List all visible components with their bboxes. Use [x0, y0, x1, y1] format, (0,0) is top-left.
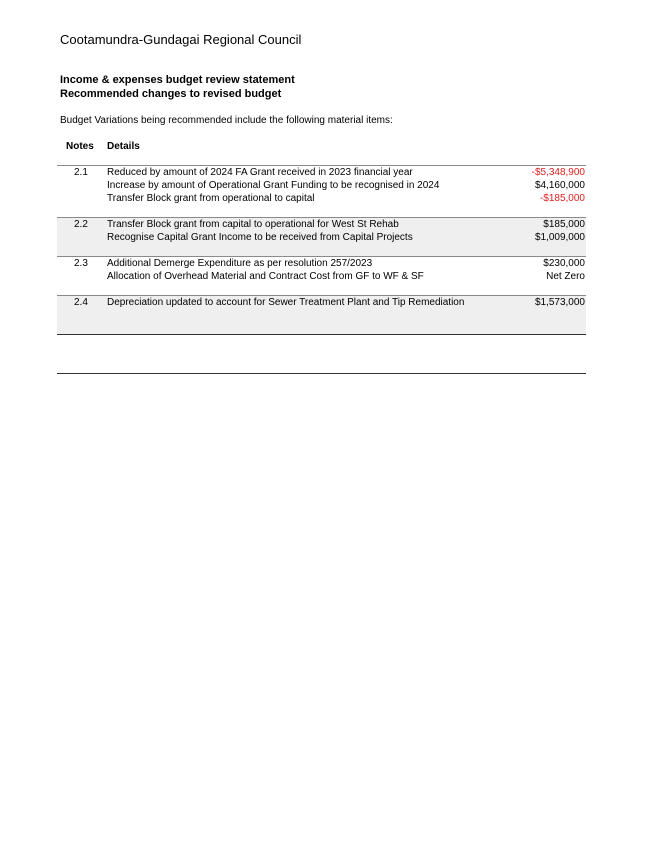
note-number: 2.1 — [74, 167, 88, 178]
detail-text: Increase by amount of Operational Grant Funding to be recognised in 2024 — [107, 180, 440, 191]
detail-text: Depreciation updated to account for Sewer Treatment Plant and Tip Remediation — [107, 297, 465, 308]
table-row — [57, 192, 586, 205]
report-title — [60, 73, 295, 101]
variation-group-2-2 — [57, 217, 586, 256]
amount-value: $230,000 — [543, 258, 585, 269]
table-row — [57, 179, 586, 192]
page-divider — [57, 373, 586, 374]
column-header-notes: Notes — [66, 141, 94, 152]
note-number: 2.4 — [74, 297, 88, 308]
table-row — [57, 231, 586, 244]
table-row — [57, 166, 586, 179]
amount-value: Net Zero — [546, 271, 585, 282]
variation-group-2-1 — [57, 165, 586, 217]
variation-group-2-4 — [57, 295, 586, 334]
table-row — [57, 257, 586, 270]
table-row — [57, 270, 586, 283]
note-number: 2.2 — [74, 219, 88, 230]
detail-text: Transfer Block grant from capital to operational for West St Rehab — [107, 219, 399, 230]
amount-value: -$185,000 — [539, 193, 585, 204]
organisation-name: Cootamundra-Gundagai Regional Council — [60, 32, 302, 47]
amount-value: $1,009,000 — [534, 232, 585, 243]
detail-text: Recognise Capital Grant Income to be received from Capital Projects — [107, 232, 413, 243]
variation-group-2-3 — [57, 256, 586, 295]
detail-text: Reduced by amount of 2024 FA Grant received in 2023 financial year — [107, 167, 413, 178]
note-number: 2.3 — [74, 258, 88, 269]
title-line-2: Recommended changes to revised budget — [60, 88, 282, 100]
detail-text: Allocation of Overhead Material and Contract Cost from GF to WF & SF — [107, 271, 424, 282]
amount-value: $1,573,000 — [534, 297, 585, 308]
amount-value: $4,160,000 — [534, 180, 585, 191]
table-bottom-rule — [57, 334, 586, 335]
amount-value: -$5,348,900 — [531, 167, 585, 178]
detail-text: Transfer Block grant from operational to capital — [107, 193, 315, 204]
detail-text: Additional Demerge Expenditure as per resolution 257/2023 — [107, 258, 373, 269]
column-header-details: Details — [107, 141, 140, 152]
intro-text: Budget Variations being recommended include the following material items: — [60, 115, 393, 126]
title-line-1: Income & expenses budget review statement — [60, 74, 295, 86]
table-row — [57, 218, 586, 231]
amount-value: $185,000 — [543, 219, 585, 230]
table-row — [57, 296, 586, 309]
